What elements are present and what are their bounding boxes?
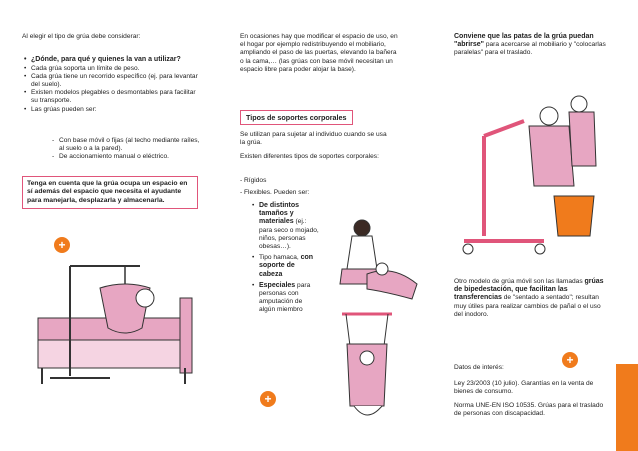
paragraph: Se utilizan para sujetar al individuo cuando se usa la grúa.: [240, 131, 387, 147]
data-item: Norma UNE-EN ISO 10535. Grúas para el traslado de personas con discapacidad.: [454, 402, 604, 418]
list-item: • Las grúas pueden ser:: [22, 106, 198, 114]
list-item: - Con base móvil o fijas (al techo mediante raíles, al suelo o a la pared).: [50, 137, 200, 153]
list-item: • Especiales para personas con amputación de algún miembro: [250, 282, 320, 315]
considerations-list: [22, 56, 198, 114]
type-flexible: - Flexibles. Pueden ser:: [240, 189, 310, 196]
paragraph: Existen diferentes tipos de soportes corporales:: [240, 153, 379, 160]
list-item: - De accionamiento manual o eléctrico.: [50, 153, 200, 161]
paragraph: Conviene que las patas de la grúa puedan "abrirse" para acercarse al mobiliario y "colocarlas paralelas" para el traslado.: [454, 33, 606, 57]
plus-icon[interactable]: +: [260, 391, 276, 407]
intro-text: Al elegir el tipo de grúa debe considerar:: [22, 33, 141, 40]
section-title: Tipos de soportes corporales: [240, 110, 353, 125]
question-item: • ¿Dónde, para qué y quienes la van a utilizar?: [22, 56, 198, 65]
flexible-types-list: [250, 202, 320, 315]
type-rigid: - Rígidos: [240, 177, 267, 184]
standing-lift-illustration: [454, 86, 604, 261]
list-item: • Cada grúa tiene un recorrido específico (ej. para levantar del suelo).: [22, 73, 198, 89]
bed-lift-illustration: [30, 258, 200, 388]
paragraph: Otro modelo de grúa móvil son las llamadas grúas de bipedestación, que facilitan las transferencias de "sentado a sentado"; resultan muy útiles para realizar cambios de pañal o el uso del inodoro.: [454, 278, 604, 318]
data-title: Datos de interés:: [454, 364, 504, 371]
floor-sling-illustration: [322, 214, 422, 304]
list-item: • Existen modelos plegables o desmontables para facilitar su transporte.: [22, 89, 198, 105]
list-item: • De distintos tamaños y materiales (ej.: para seco o mojado, niños, personas obesas…).: [250, 202, 320, 251]
grua-types-list: [50, 137, 200, 162]
highlight-box: Tenga en cuenta que la grúa ocupa un espacio en sí además del espacio que necesita el ayudante para manejarla, desplazarla y almacenarla.: [22, 176, 198, 209]
list-item: • Tipo hamaca, con soporte de cabeza: [250, 254, 320, 279]
plus-icon[interactable]: +: [562, 352, 578, 368]
page-edge-tab: [616, 364, 638, 451]
list-item: • Cada grúa soporta un límite de peso.: [22, 65, 198, 73]
intro-text: En ocasiones hay que modificar el espacio de uso, en el hogar por ejemplo redistribuyendo el mobiliario, ampliando el paso de las puertas, elevando la bañera o la cama,… (las grúas con base móvil necesitan un espacio libre para poder alojar la base).: [240, 33, 398, 73]
hammock-sling-illustration: [332, 306, 402, 430]
data-item: Ley 23/2003 (10 julio). Garantías en la venta de bienes de consumo.: [454, 380, 594, 396]
plus-icon[interactable]: +: [54, 237, 70, 253]
